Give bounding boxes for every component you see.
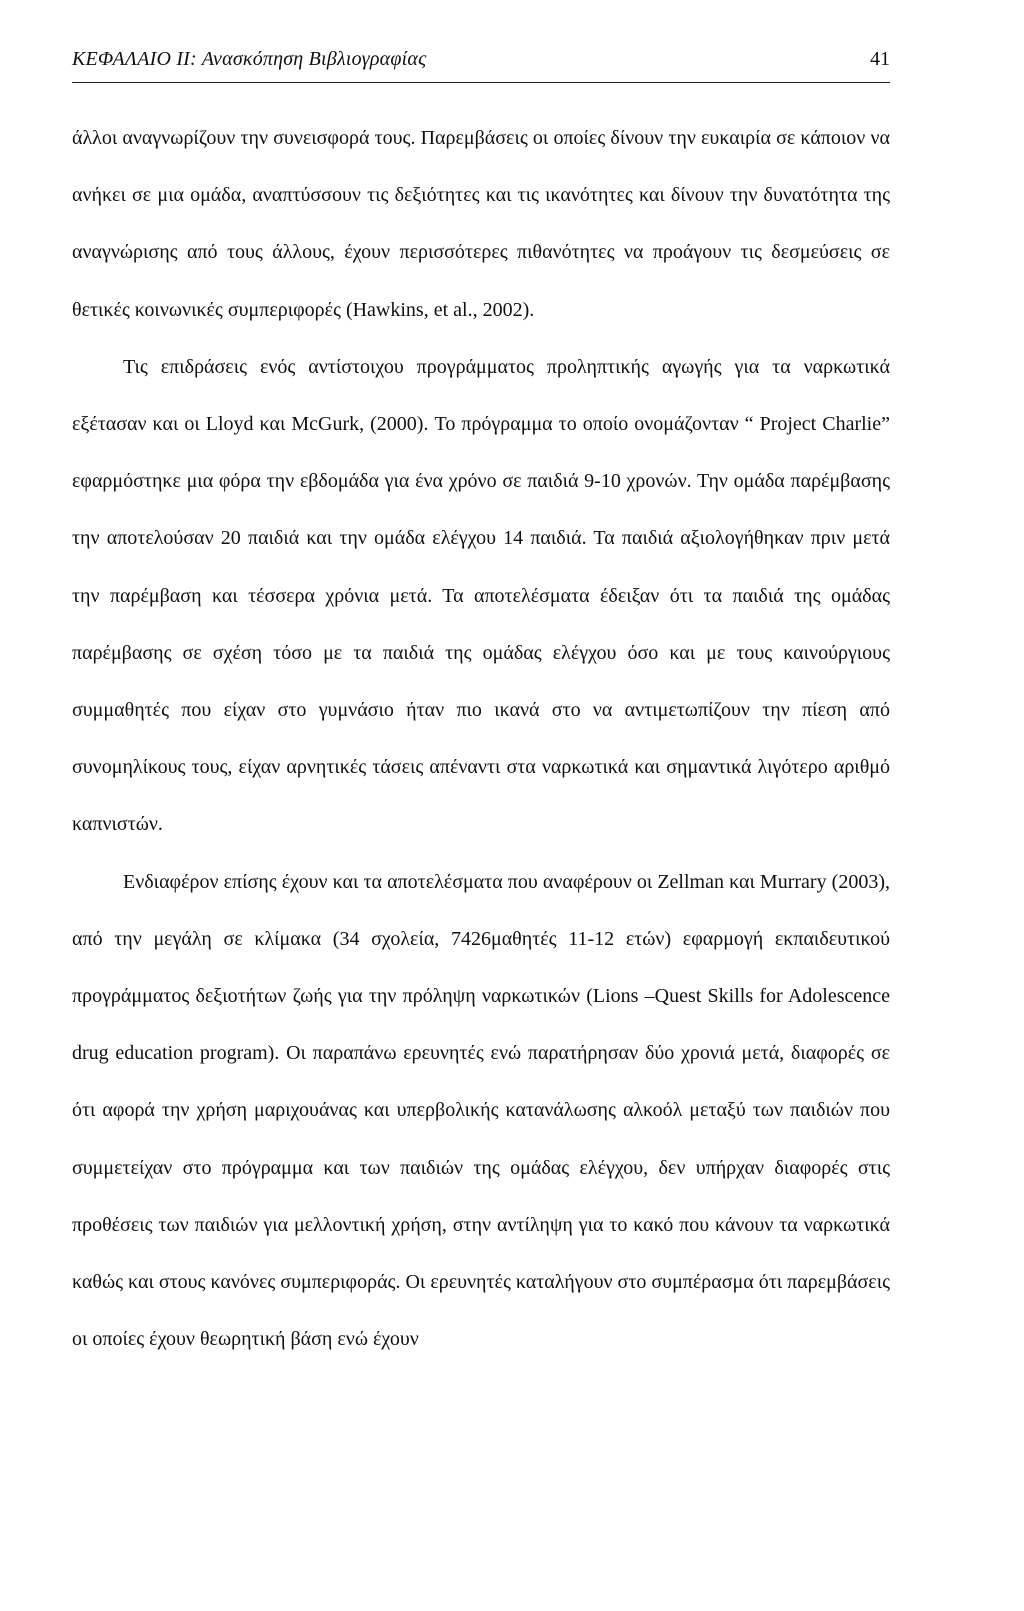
running-header xyxy=(72,46,890,80)
header-divider xyxy=(72,82,890,83)
body-text xyxy=(72,110,890,1368)
paragraph-lions-quest: Ενδιαφέρον επίσης έχουν και τα αποτελέσματα που αναφέρουν οι Zellman και Murrary (2003), από την μεγάλη σε κλίμακα (34 σχολεία, 7426μαθητές 11-12 ετών) εφαρμογή εκπαιδευτικού προγράμματος δεξιοτήτων ζωής για την πρόληψη ναρκωτικών (Lions –Quest Skills for Adolescence drug education program). Οι παραπάνω ερευνητές ενώ παρατήρησαν δύο χρονιά μετά, διαφορές σε ότι αφορά την χρήση μαριχουάνας και υπερβολικής κατανάλωσης αλκοόλ μεταξύ των παιδιών που συμμετείχαν στο πρόγραμμα και των παιδιών της ομάδας ελέγχου, δεν υπήρχαν διαφορές στις προθέσεις των παιδιών για μελλοντική χρήση, στην αντίληψη για το κακό που κάνουν τα ναρκωτικά καθώς και στους κανόνες συμπεριφοράς. Οι ερευνητές καταλήγουν στο συμπέρασμα ότι παρεμβάσεις οι οποίες έχουν θεωρητική βάση ενώ έχουν xyxy=(72,870,890,1351)
chapter-title: ΚΕΦΑΛΑΙΟ ΙΙ: Ανασκόπηση Βιβλιογραφίας xyxy=(72,48,427,70)
paragraph-project-charlie: Τις επιδράσεις ενός αντίστοιχου προγράμματος προληπτικής αγωγής για τα ναρκωτικά εξέτασαν και οι Lloyd και McGurk, (2000). Το πρόγραμμα το οποίο ονομάζονταν “ Project Charlie” εφαρμόστηκε μια φόρα την εβδομάδα για ένα χρόνο σε παιδιά 9-10 χρονών. Την ομάδα παρέμβασης την αποτελούσαν 20 παιδιά και την ομάδα ελέγχου 14 παιδιά. Τα παιδιά αξιολογήθηκαν πριν μετά την παρέμβαση και τέσσερα χρόνια μετά. Τα αποτελέσματα έδειξαν ότι τα παιδιά της ομάδας παρέμβασης σε σχέση τόσο με τα παιδιά της ομάδας ελέγχου όσο και με τους καινούργιους συμμαθητές που είχαν στο γυμνάσιο ήταν πιο ικανά στο να αντιμετωπίζουν την πίεση από συνομηλίκους τους, είχαν αρνητικές τάσεις απέναντι στα ναρκωτικά και σημαντικά λιγότερο αριθμό καπνιστών. xyxy=(72,355,890,836)
page-number: 41 xyxy=(870,48,890,70)
paragraph-continuation: άλλοι αναγνωρίζουν την συνεισφορά τους. Παρεμβάσεις οι οποίες δίνουν την ευκαιρία σε κάποιον να ανήκει σε μια ομάδα, αναπτύσσουν τις δεξιότητες και τις ικανότητες και δίνουν την δυνατότητα της αναγνώρισης από τους άλλους, έχουν περισσότερες πιθανότητες να προάγουν τις δεσμεύσεις σε θετικές κοινωνικές συμπεριφορές (Hawkins, et al., 2002). xyxy=(72,127,890,321)
